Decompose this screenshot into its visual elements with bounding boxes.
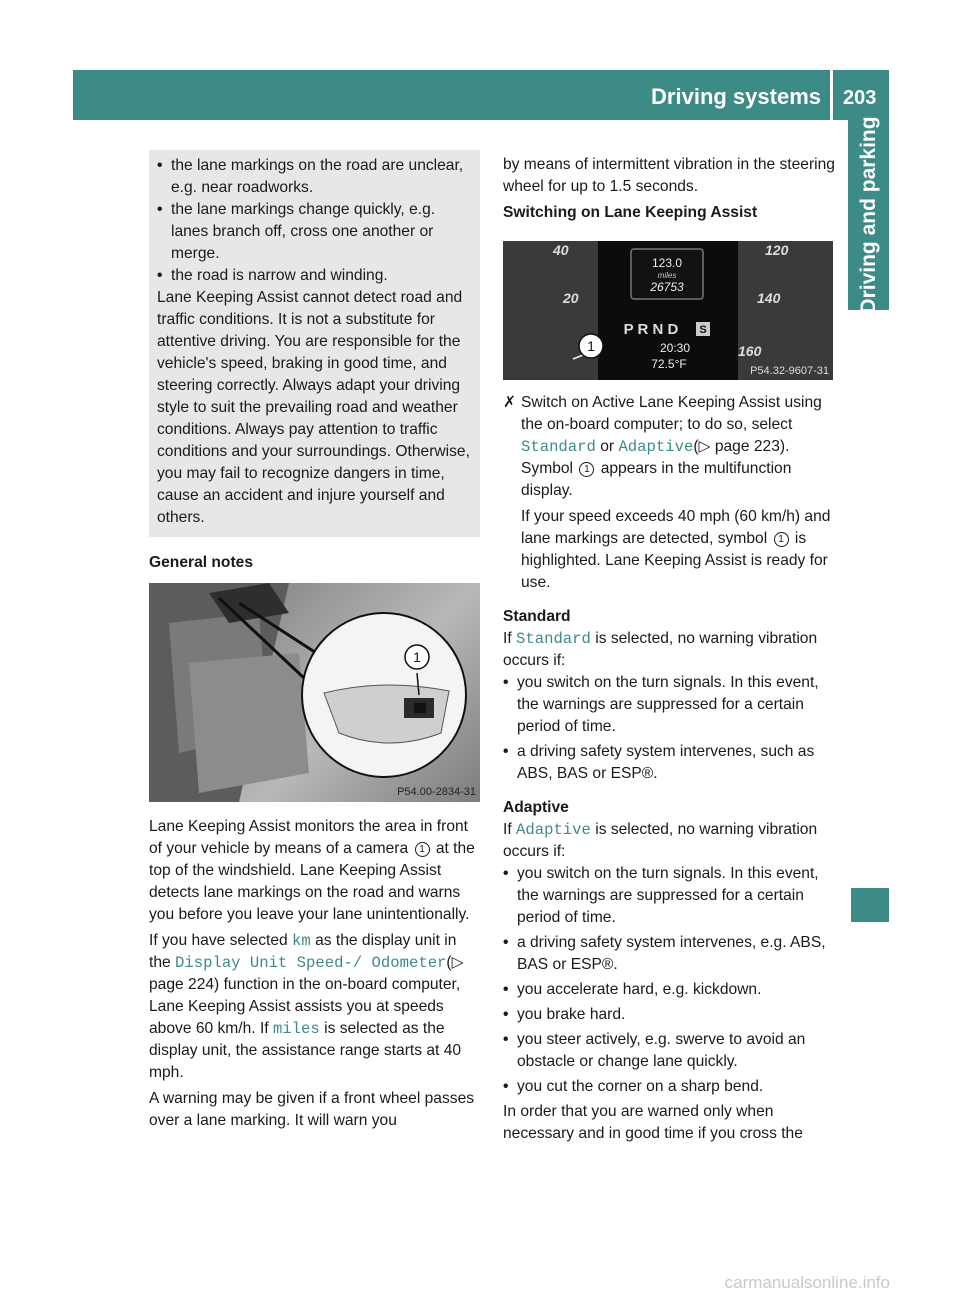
sport-indicator: S	[699, 324, 707, 336]
side-tab-label: Driving and parking	[856, 116, 880, 314]
paragraph: Switch on Active Lane Keeping Assist using the on-board computer; to do so, select Standard or Adaptive(▷ page 223). Symbol 1 appears in the multifunction display.	[521, 394, 822, 499]
side-marker	[851, 888, 889, 922]
general-notes-heading: General notes	[149, 554, 253, 571]
paragraph: If Standard is selected, no warning vibration occurs if:	[503, 630, 818, 669]
adaptive-heading: Adaptive	[503, 799, 569, 816]
dashboard-figure	[503, 241, 833, 380]
page-number: 203	[843, 87, 877, 109]
temperature-readout: 72.5°F	[651, 357, 687, 371]
menu-value-adaptive: Adaptive	[618, 438, 694, 456]
list-item: • you cut the corner on a sharp bend.	[503, 1076, 835, 1098]
figure-code: P54.32-9607-31	[750, 365, 829, 377]
switch-heading: Switching on Lane Keeping Assist	[503, 204, 758, 221]
menu-value-standard: Standard	[516, 630, 591, 648]
paragraph: If Adaptive is selected, no warning vibration occurs if:	[503, 821, 818, 860]
list-item: • you switch on the turn signals. In this event, the warnings are suppressed for a certain period of time.	[503, 672, 835, 738]
dial-mark: 120	[765, 242, 789, 258]
figure-callout: 1	[413, 649, 421, 665]
callout-symbol: 1	[774, 532, 789, 547]
dial-mark: 40	[553, 242, 569, 258]
instruction-step	[503, 392, 835, 594]
dial-mark: 140	[757, 290, 781, 306]
header-divider	[830, 70, 833, 120]
figure-callout: 1	[587, 338, 595, 354]
camera-illustration	[149, 583, 480, 802]
warning-bullet: • the lane markings on the road are unclear, e.g. near roadworks.	[157, 155, 472, 199]
instrument-cluster	[503, 241, 833, 380]
trip-readout: 123.0	[651, 256, 683, 270]
list-item: • you switch on the turn signals. In this event, the warnings are suppressed for a certain period of time.	[503, 863, 835, 929]
right-column-body	[503, 392, 835, 1145]
general-notes-body	[149, 816, 480, 1136]
paragraph: If your speed exceeds 40 mph (60 km/h) and lane markings are detected, symbol 1 is highlighted. Lane Keeping Assist is ready for use.	[521, 508, 831, 591]
menu-function-name: Display Unit Speed-/ Odometer	[175, 954, 447, 972]
paragraph: A warning may be given if a front wheel passes over a lane marking. It will warn you	[149, 1090, 475, 1129]
callout-symbol: 1	[415, 842, 430, 857]
camera-figure	[149, 583, 480, 802]
watermark: carmanualsonline.info	[724, 1273, 890, 1292]
right-column-top	[503, 154, 835, 224]
step-arrow-icon: ✗	[503, 394, 517, 411]
list-item: • you steer actively, e.g. swerve to avoid an obstacle or change lane quickly.	[503, 1029, 835, 1073]
figure-code: P54.00-2834-31	[397, 786, 476, 798]
warning-paragraph: Lane Keeping Assist cannot detect road and traffic conditions. It is not a substitute for attentive driving. You are responsible for the vehicle's speed, braking in good time, and steering correctly. Always adapt your driving style to suit the prevailing road and weather conditions. Always pay attention to traffic conditions and your surroundings. Otherwise, you may fail to recognize dangers in time, cause an accident and injure yourself and others.	[157, 289, 470, 526]
list-item: • a driving safety system intervenes, such as ABS, BAS or ESP®.	[503, 741, 835, 785]
gear-indicator: P R N D	[623, 321, 679, 338]
section-title: Driving systems	[651, 84, 821, 109]
menu-value-standard: Standard	[521, 438, 596, 456]
warning-bullet: • the lane markings change quickly, e.g. lanes branch off, cross one another or merge.	[157, 199, 472, 265]
dial-mark: 160	[738, 343, 762, 359]
paragraph: Lane Keeping Assist monitors the area in front of your vehicle by means of a camera 1 at the top of the windshield. Lane Keeping Assist detects lane markings on the road and warns you before you leave your lane unintentionally.	[149, 818, 475, 923]
menu-value-miles: miles	[272, 1020, 320, 1038]
paragraph: In order that you are warned only when necessary and in good time if you cross the	[503, 1103, 803, 1142]
paragraph: by means of intermittent vibration in the steering wheel for up to 1.5 seconds.	[503, 156, 835, 195]
list-item: • you brake hard.	[503, 1004, 835, 1026]
header-bar	[73, 70, 889, 120]
clock-readout: 20:30	[659, 341, 691, 355]
paragraph: If you have selected km as the display unit in the Display Unit Speed-/ Odometer(▷ page 224) function in the on-board computer, Lane Keeping Assist assists you at speeds above 60 km/h. If miles is selected as the display unit, the assistance range starts at 40 mph.	[149, 932, 464, 1081]
unit-readout: miles	[657, 271, 677, 280]
list-item: • you accelerate hard, e.g. kickdown.	[503, 979, 835, 1001]
list-item: • a driving safety system intervenes, e.g. ABS, BAS or ESP®.	[503, 932, 835, 976]
dial-mark: 20	[563, 290, 579, 306]
standard-heading: Standard	[503, 608, 571, 625]
odometer-readout: 26753	[650, 280, 684, 294]
callout-symbol: 1	[579, 462, 594, 477]
warning-bullet: • the road is narrow and winding.	[157, 265, 472, 287]
warning-box	[149, 150, 480, 537]
menu-value-km: km	[292, 932, 311, 950]
menu-value-adaptive: Adaptive	[516, 821, 591, 839]
